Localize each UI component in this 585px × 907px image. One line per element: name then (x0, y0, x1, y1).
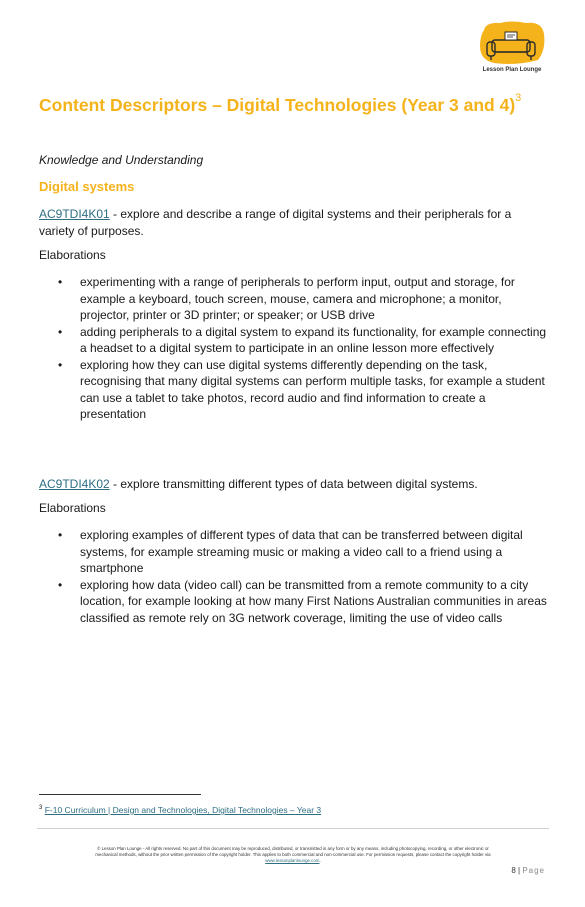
list-item (40, 577, 548, 627)
descriptor-1-code-link[interactable]: AC9TDI4K01 (39, 207, 110, 221)
page-number (511, 866, 545, 875)
list-item-text: exploring examples of different types of data that can be transferred between digital systems, for example streaming music or making a video call to a friend using a smartphone (80, 528, 523, 575)
list-item (40, 527, 548, 577)
list-item-text: exploring how they can use digital systems differently depending on the task, recognising that many digital systems can perform multiple tasks, for example a student can use a tablet to take photos, record audio and find information to create a presentation (80, 357, 545, 421)
list-item-text: adding peripherals to a digital system to expand its functionality, for example connecting a headset to a digital system to participate in an online lesson more effectively (80, 324, 547, 355)
footnote-link[interactable]: F-10 Curriculum | Design and Technologies, Digital Technologies – Year 3 (44, 805, 322, 815)
elaborations-label-1: Elaborations (39, 248, 106, 262)
subheading-digital-systems: Digital systems (39, 179, 135, 194)
copyright-notice (38, 846, 548, 864)
descriptor-1 (39, 206, 539, 239)
copyright-line-2: mechanical methods, without the prior written permission of the copyright holder. This applies to both commercial and non-commercial use. For permission requests, please contact the copyright holder via (95, 852, 491, 857)
footnote-number: 3 (39, 805, 43, 812)
copyright-line-1: © Lesson Plan Lounge - All rights reserved. No part of this document may be reproduced, distributed, or transmitted in any form or by any means, including photocopying, recording, or other electronic or (97, 846, 489, 851)
list-item-text: experimenting with a range of peripherals to perform input, output and storage, for example a keyboard, touch screen, mouse, camera and microphone; a monitor, projector, printer or 3D printer; or speaker; or USB drive (80, 275, 515, 322)
bullet-icon: • (58, 357, 63, 372)
list-item (40, 274, 548, 324)
page-number-value: 8 (511, 866, 516, 875)
copyright-tail: . (319, 858, 321, 863)
elaborations-list-2 (40, 527, 548, 626)
elaborations-list-1 (40, 274, 548, 423)
website-link[interactable]: www.lessonplanlounge.com (265, 858, 320, 863)
section-label: Knowledge and Understanding (39, 153, 204, 167)
page-title (39, 92, 559, 116)
list-item (40, 357, 548, 423)
lesson-plan-lounge-logo (476, 20, 548, 78)
list-item-text: exploring how data (video call) can be transmitted from a remote community to a city location, for example looking at how many First Nations Australian communities in areas classified as remote rely on 3G network coverage, limiting the use of video calls (80, 577, 547, 625)
bullet-icon: • (58, 275, 63, 289)
title-footnote-ref[interactable]: 3 (515, 92, 522, 104)
page-separator: | (515, 866, 523, 875)
descriptor-2-text: - explore transmitting different types of data between digital systems. (109, 477, 478, 491)
bullet-icon: • (58, 577, 63, 592)
list-item (40, 324, 548, 357)
footer-divider (37, 828, 549, 829)
bullet-icon: • (58, 528, 63, 542)
bullet-icon: • (58, 324, 63, 339)
footnote-divider (39, 794, 201, 795)
page-label: Page (522, 866, 545, 875)
descriptor-2-code-link[interactable]: AC9TDI4K02 (39, 477, 110, 491)
descriptor-1-text: - explore and describe a range of digital systems and their peripherals for a variety of purposes. (39, 207, 512, 238)
descriptor-2 (39, 476, 539, 493)
couch-logo-icon (476, 20, 548, 68)
title-text: Content Descriptors – Digital Technologies (Year 3 and 4) (39, 95, 516, 115)
footnote (39, 805, 321, 815)
copyright-line-3 (38, 858, 548, 864)
elaborations-label-2: Elaborations (39, 501, 106, 515)
logo-text: Lesson Plan Lounge (482, 67, 542, 73)
